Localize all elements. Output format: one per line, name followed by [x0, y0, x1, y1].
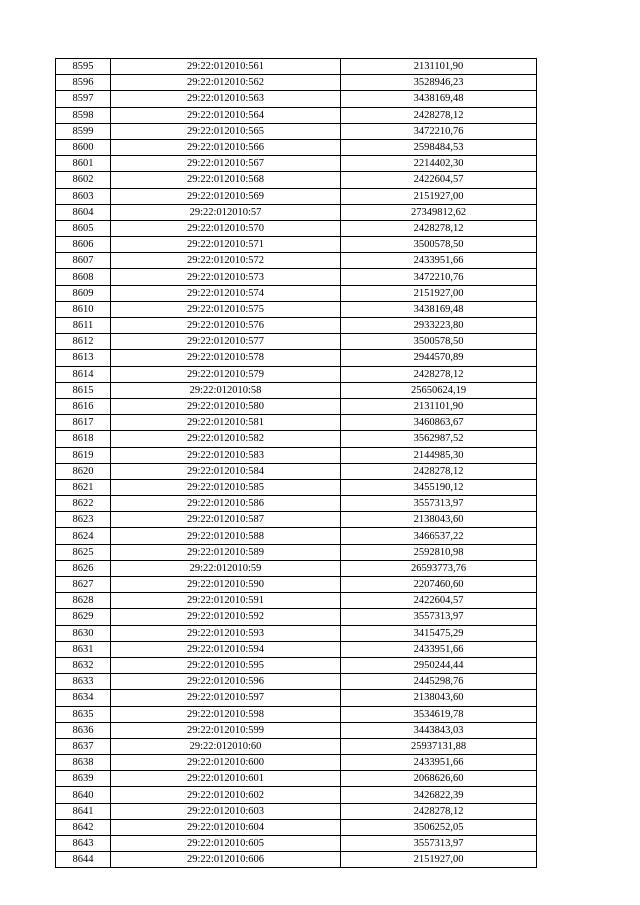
- cadastral-number-cell: 29:22:012010:606: [111, 852, 341, 868]
- cadastral-number-cell: 29:22:012010:582: [111, 431, 341, 447]
- value-cell: 27349812,62: [341, 204, 537, 220]
- cadastral-number-cell: 29:22:012010:591: [111, 593, 341, 609]
- table-row: [56, 496, 537, 512]
- cadastral-number-cell: 29:22:012010:567: [111, 156, 341, 172]
- value-cell: 3562987,52: [341, 431, 537, 447]
- table-row: [56, 787, 537, 803]
- row-number-cell: 8605: [56, 220, 111, 236]
- table-row: [56, 107, 537, 123]
- data-table: [55, 58, 537, 868]
- cadastral-number-cell: 29:22:012010:59: [111, 560, 341, 576]
- table-row: [56, 625, 537, 641]
- value-cell: 3506252,05: [341, 819, 537, 835]
- table-row: [56, 544, 537, 560]
- row-number-cell: 8612: [56, 334, 111, 350]
- value-cell: 3472210,76: [341, 123, 537, 139]
- table-row: [56, 528, 537, 544]
- row-number-cell: 8599: [56, 123, 111, 139]
- row-number-cell: 8595: [56, 59, 111, 75]
- table-row: [56, 577, 537, 593]
- table-row: [56, 479, 537, 495]
- row-number-cell: 8631: [56, 641, 111, 657]
- table-row: [56, 819, 537, 835]
- row-number-cell: 8643: [56, 836, 111, 852]
- table-row: [56, 398, 537, 414]
- cadastral-number-cell: 29:22:012010:594: [111, 641, 341, 657]
- value-cell: 3557313,97: [341, 496, 537, 512]
- table-row: [56, 237, 537, 253]
- row-number-cell: 8626: [56, 560, 111, 576]
- cadastral-number-cell: 29:22:012010:572: [111, 253, 341, 269]
- value-cell: 2138043,60: [341, 690, 537, 706]
- value-cell: 2592810,98: [341, 544, 537, 560]
- table-row: [56, 318, 537, 334]
- row-number-cell: 8624: [56, 528, 111, 544]
- value-cell: 3557313,97: [341, 836, 537, 852]
- cadastral-number-cell: 29:22:012010:568: [111, 172, 341, 188]
- cadastral-number-cell: 29:22:012010:590: [111, 577, 341, 593]
- row-number-cell: 8621: [56, 479, 111, 495]
- cadastral-number-cell: 29:22:012010:603: [111, 803, 341, 819]
- value-cell: 2428278,12: [341, 107, 537, 123]
- value-cell: 3534619,78: [341, 706, 537, 722]
- value-cell: 2144985,30: [341, 447, 537, 463]
- value-cell: 2933223,80: [341, 318, 537, 334]
- value-cell: 3415475,29: [341, 625, 537, 641]
- table-row: [56, 139, 537, 155]
- cadastral-number-cell: 29:22:012010:604: [111, 819, 341, 835]
- table-row: [56, 803, 537, 819]
- row-number-cell: 8623: [56, 512, 111, 528]
- row-number-cell: 8610: [56, 301, 111, 317]
- cadastral-number-cell: 29:22:012010:570: [111, 220, 341, 236]
- row-number-cell: 8611: [56, 318, 111, 334]
- cadastral-number-cell: 29:22:012010:569: [111, 188, 341, 204]
- row-number-cell: 8602: [56, 172, 111, 188]
- table-row: [56, 350, 537, 366]
- cadastral-number-cell: 29:22:012010:588: [111, 528, 341, 544]
- value-cell: 2068626,60: [341, 771, 537, 787]
- table-row: [56, 771, 537, 787]
- value-cell: 3528946,23: [341, 75, 537, 91]
- table-row: [56, 852, 537, 868]
- table-row: [56, 75, 537, 91]
- row-number-cell: 8619: [56, 447, 111, 463]
- row-number-cell: 8614: [56, 366, 111, 382]
- value-cell: 3557313,97: [341, 609, 537, 625]
- cadastral-number-cell: 29:22:012010:578: [111, 350, 341, 366]
- row-number-cell: 8640: [56, 787, 111, 803]
- cadastral-number-cell: 29:22:012010:583: [111, 447, 341, 463]
- row-number-cell: 8625: [56, 544, 111, 560]
- table-row: [56, 91, 537, 107]
- cadastral-number-cell: 29:22:012010:598: [111, 706, 341, 722]
- table-row: [56, 706, 537, 722]
- cadastral-number-cell: 29:22:012010:581: [111, 415, 341, 431]
- value-cell: 3455190,12: [341, 479, 537, 495]
- value-cell: 2207460,60: [341, 577, 537, 593]
- value-cell: 25937131,88: [341, 738, 537, 754]
- cadastral-number-cell: 29:22:012010:563: [111, 91, 341, 107]
- cadastral-number-cell: 29:22:012010:575: [111, 301, 341, 317]
- row-number-cell: 8596: [56, 75, 111, 91]
- cadastral-number-cell: 29:22:012010:600: [111, 755, 341, 771]
- cadastral-number-cell: 29:22:012010:601: [111, 771, 341, 787]
- row-number-cell: 8636: [56, 722, 111, 738]
- value-cell: 2428278,12: [341, 463, 537, 479]
- value-cell: 2428278,12: [341, 803, 537, 819]
- row-number-cell: 8604: [56, 204, 111, 220]
- value-cell: 2433951,66: [341, 641, 537, 657]
- cadastral-number-cell: 29:22:012010:592: [111, 609, 341, 625]
- value-cell: 25650624,19: [341, 382, 537, 398]
- table-row: [56, 431, 537, 447]
- row-number-cell: 8601: [56, 156, 111, 172]
- cadastral-number-cell: 29:22:012010:57: [111, 204, 341, 220]
- table-row: [56, 123, 537, 139]
- table-row: [56, 172, 537, 188]
- table-row: [56, 755, 537, 771]
- value-cell: 3426822,39: [341, 787, 537, 803]
- table-row: [56, 609, 537, 625]
- row-number-cell: 8597: [56, 91, 111, 107]
- table-row: [56, 220, 537, 236]
- cadastral-number-cell: 29:22:012010:566: [111, 139, 341, 155]
- value-cell: 3500578,50: [341, 334, 537, 350]
- value-cell: 2131101,90: [341, 59, 537, 75]
- value-cell: 2428278,12: [341, 220, 537, 236]
- row-number-cell: 8608: [56, 269, 111, 285]
- table-row: [56, 285, 537, 301]
- value-cell: 2428278,12: [341, 366, 537, 382]
- row-number-cell: 8638: [56, 755, 111, 771]
- value-cell: 2422604,57: [341, 593, 537, 609]
- value-cell: 2598484,53: [341, 139, 537, 155]
- cadastral-number-cell: 29:22:012010:561: [111, 59, 341, 75]
- value-cell: 2445298,76: [341, 674, 537, 690]
- table-row: [56, 188, 537, 204]
- row-number-cell: 8632: [56, 657, 111, 673]
- value-cell: 26593773,76: [341, 560, 537, 576]
- row-number-cell: 8627: [56, 577, 111, 593]
- cadastral-number-cell: 29:22:012010:585: [111, 479, 341, 495]
- value-cell: 2944570,89: [341, 350, 537, 366]
- cadastral-number-cell: 29:22:012010:58: [111, 382, 341, 398]
- row-number-cell: 8617: [56, 415, 111, 431]
- cadastral-number-cell: 29:22:012010:595: [111, 657, 341, 673]
- table-row: [56, 657, 537, 673]
- row-number-cell: 8637: [56, 738, 111, 754]
- value-cell: 3500578,50: [341, 237, 537, 253]
- table-row: [56, 447, 537, 463]
- cadastral-number-cell: 29:22:012010:605: [111, 836, 341, 852]
- cadastral-number-cell: 29:22:012010:589: [111, 544, 341, 560]
- table-body: [56, 59, 537, 868]
- cadastral-number-cell: 29:22:012010:596: [111, 674, 341, 690]
- row-number-cell: 8613: [56, 350, 111, 366]
- value-cell: 2422604,57: [341, 172, 537, 188]
- cadastral-number-cell: 29:22:012010:586: [111, 496, 341, 512]
- cadastral-number-cell: 29:22:012010:602: [111, 787, 341, 803]
- table-row: [56, 156, 537, 172]
- row-number-cell: 8641: [56, 803, 111, 819]
- table-row: [56, 512, 537, 528]
- table-row: [56, 269, 537, 285]
- row-number-cell: 8620: [56, 463, 111, 479]
- table-row: [56, 674, 537, 690]
- cadastral-number-cell: 29:22:012010:579: [111, 366, 341, 382]
- row-number-cell: 8639: [56, 771, 111, 787]
- table-row: [56, 593, 537, 609]
- row-number-cell: 8607: [56, 253, 111, 269]
- table-row: [56, 641, 537, 657]
- row-number-cell: 8600: [56, 139, 111, 155]
- table-row: [56, 560, 537, 576]
- table-row: [56, 463, 537, 479]
- row-number-cell: 8644: [56, 852, 111, 868]
- value-cell: 2433951,66: [341, 755, 537, 771]
- value-cell: 3438169,48: [341, 91, 537, 107]
- table-row: [56, 690, 537, 706]
- value-cell: 2138043,60: [341, 512, 537, 528]
- cadastral-number-cell: 29:22:012010:564: [111, 107, 341, 123]
- value-cell: 2131101,90: [341, 398, 537, 414]
- table-row: [56, 204, 537, 220]
- cadastral-number-cell: 29:22:012010:562: [111, 75, 341, 91]
- row-number-cell: 8598: [56, 107, 111, 123]
- table-row: [56, 722, 537, 738]
- row-number-cell: 8615: [56, 382, 111, 398]
- value-cell: 3460863,67: [341, 415, 537, 431]
- row-number-cell: 8603: [56, 188, 111, 204]
- cadastral-number-cell: 29:22:012010:60: [111, 738, 341, 754]
- row-number-cell: 8635: [56, 706, 111, 722]
- table-row: [56, 738, 537, 754]
- table-row: [56, 836, 537, 852]
- table-row: [56, 59, 537, 75]
- value-cell: 2151927,00: [341, 188, 537, 204]
- row-number-cell: 8634: [56, 690, 111, 706]
- row-number-cell: 8629: [56, 609, 111, 625]
- cadastral-number-cell: 29:22:012010:576: [111, 318, 341, 334]
- value-cell: 3443843,03: [341, 722, 537, 738]
- row-number-cell: 8633: [56, 674, 111, 690]
- value-cell: 3472210,76: [341, 269, 537, 285]
- row-number-cell: 8642: [56, 819, 111, 835]
- row-number-cell: 8630: [56, 625, 111, 641]
- cadastral-number-cell: 29:22:012010:573: [111, 269, 341, 285]
- cadastral-number-cell: 29:22:012010:587: [111, 512, 341, 528]
- row-number-cell: 8622: [56, 496, 111, 512]
- table-row: [56, 415, 537, 431]
- row-number-cell: 8628: [56, 593, 111, 609]
- value-cell: 2214402,30: [341, 156, 537, 172]
- cadastral-number-cell: 29:22:012010:574: [111, 285, 341, 301]
- row-number-cell: 8618: [56, 431, 111, 447]
- cadastral-number-cell: 29:22:012010:599: [111, 722, 341, 738]
- table-row: [56, 366, 537, 382]
- table-row: [56, 334, 537, 350]
- cadastral-number-cell: 29:22:012010:593: [111, 625, 341, 641]
- cadastral-number-cell: 29:22:012010:597: [111, 690, 341, 706]
- cadastral-number-cell: 29:22:012010:577: [111, 334, 341, 350]
- value-cell: 3466537,22: [341, 528, 537, 544]
- cadastral-number-cell: 29:22:012010:580: [111, 398, 341, 414]
- value-cell: 3438169,48: [341, 301, 537, 317]
- table-row: [56, 253, 537, 269]
- table-row: [56, 382, 537, 398]
- row-number-cell: 8609: [56, 285, 111, 301]
- cadastral-number-cell: 29:22:012010:565: [111, 123, 341, 139]
- row-number-cell: 8616: [56, 398, 111, 414]
- value-cell: 2151927,00: [341, 852, 537, 868]
- value-cell: 2950244,44: [341, 657, 537, 673]
- value-cell: 2151927,00: [341, 285, 537, 301]
- table-row: [56, 301, 537, 317]
- row-number-cell: 8606: [56, 237, 111, 253]
- cadastral-number-cell: 29:22:012010:571: [111, 237, 341, 253]
- value-cell: 2433951,66: [341, 253, 537, 269]
- cadastral-number-cell: 29:22:012010:584: [111, 463, 341, 479]
